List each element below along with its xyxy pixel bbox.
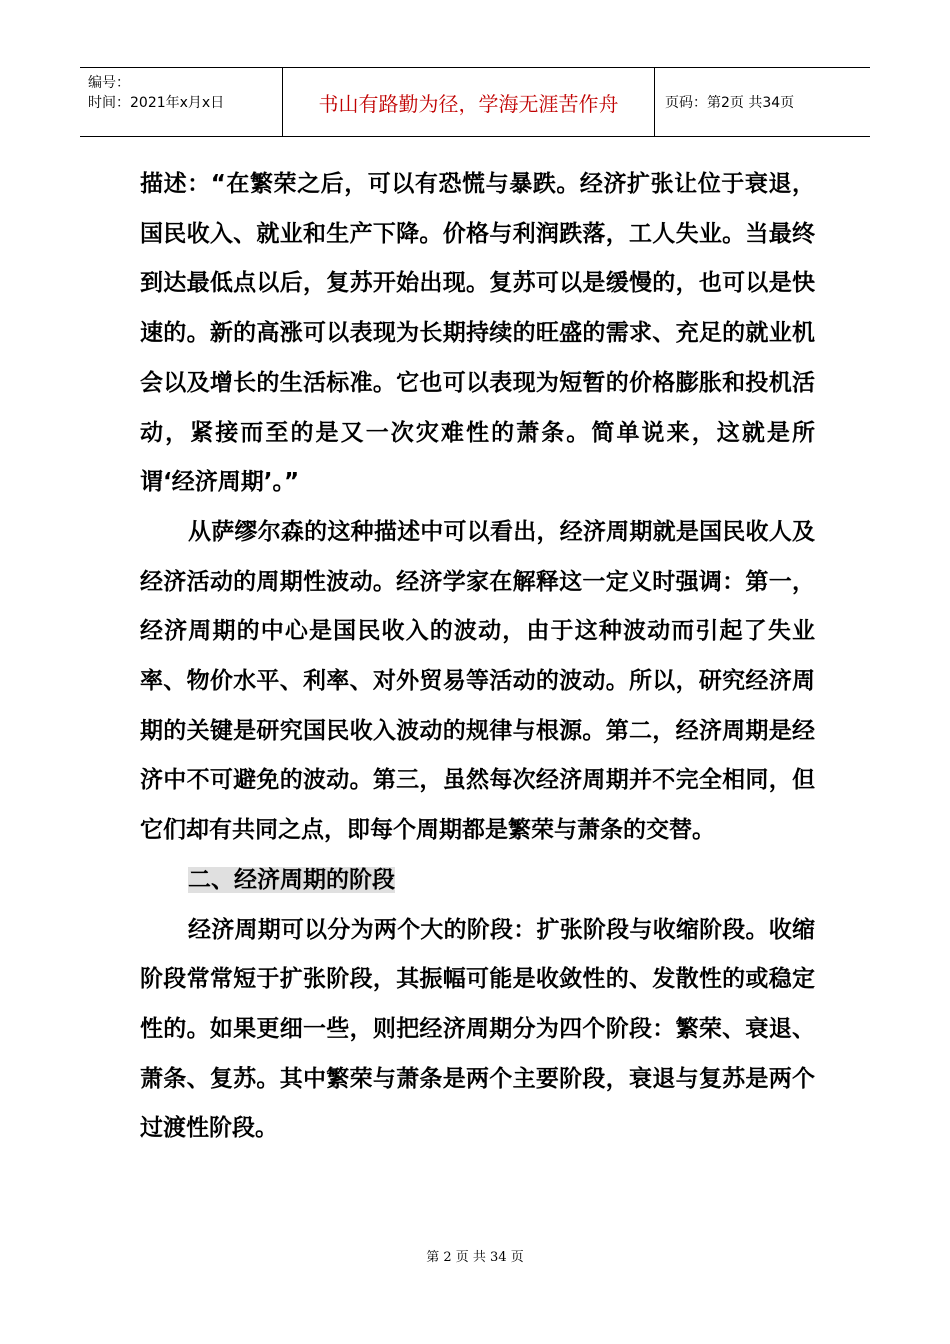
document-time-label: 时间：2021年x月x日 xyxy=(88,95,225,111)
section-heading-text: 二、经济周期的阶段 xyxy=(188,866,395,893)
page-footer: 第 2 页 共 34 页 xyxy=(426,1250,524,1265)
paragraph-definition: 从萨缪尔森的这种描述中可以看出，经济周期就是国民收人及经济活动的周期性波动。经济学家在解释这一定义时强调：第一，经济周期的中心是国民收入的波动，由于这种波动而引起了失业率、物价水平、利率、对外贸易等活动的波动。所以，研究经济周期的关键是研究国民收入波动的规律与根源。第二，经济周期是经济中不可避免的波动。第三，虽然每次经济周期并不完全相同，但它们却有共同之点，即每个周期都是繁荣与萧条的交替。 xyxy=(140,518,815,844)
header-page-info: 页码：第2页 共34页 xyxy=(665,95,795,111)
header-motto: 书山有路勤为径，学海无涯苦作舟 xyxy=(318,91,619,116)
page-header xyxy=(80,67,870,137)
paragraph-quote: 描述：“在繁荣之后，可以有恐慌与暴跌。经济扩张让位于衰退，国民收入、就业和生产下降。价格与利润跌落，工人失业。当最终到达最低点以后，复苏开始出现。复苏可以是缓慢的，也可以是快速的。新的高涨可以表现为长期持续的旺盛的需求、充足的就业机会以及增长的生活标准。它也可以表现为短暂的价格膨胀和投机活动，紧接而至的是又一次灾难性的萧条。简单说来，这就是所谓‘经济周期’。” xyxy=(140,171,815,496)
document-body xyxy=(140,160,815,1154)
header-motto-cell xyxy=(282,68,655,136)
header-meta xyxy=(80,68,282,136)
section-heading xyxy=(140,856,815,906)
document-number-label: 编号： xyxy=(88,75,130,91)
paragraph-stages: 经济周期可以分为两个大的阶段：扩张阶段与收缩阶段。收缩阶段常常短于扩张阶段，其振幅可能是收敛性的、发散性的或稳定性的。如果更细一些，则把经济周期分为四个阶段：繁荣、衰退、萧条、复苏。其中繁荣与萧条是两个主要阶段，衰退与复苏是两个过渡性阶段。 xyxy=(140,916,815,1142)
header-page-cell xyxy=(655,68,870,136)
